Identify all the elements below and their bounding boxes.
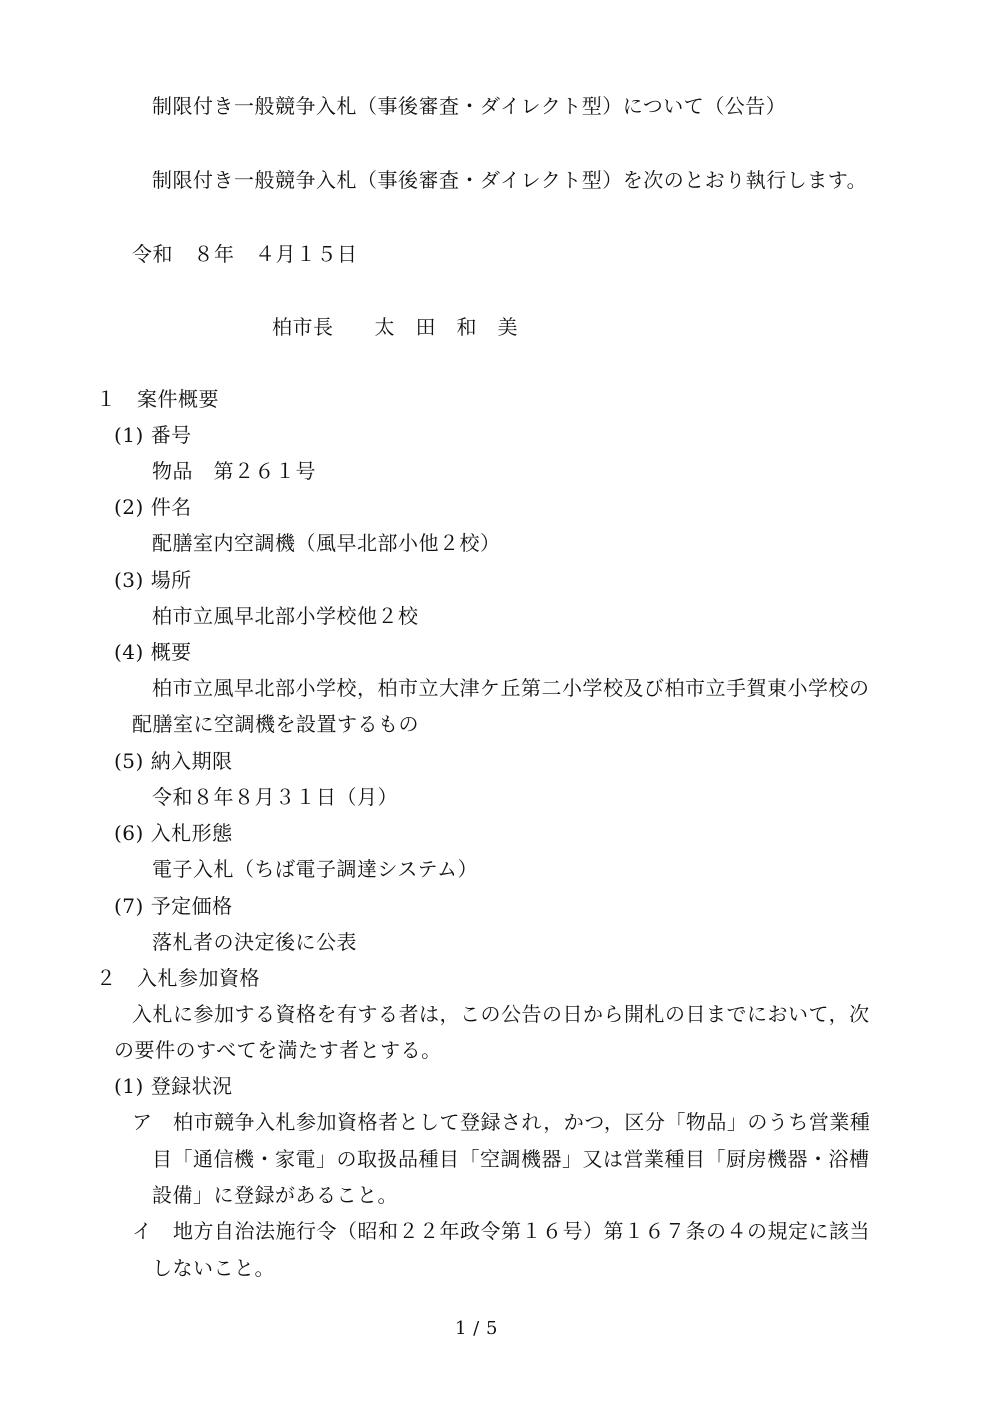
notice-title: 制限付き一般競争入札（事後審査・ダイレクト型）について（公告） xyxy=(152,94,787,118)
item-5-value: 令和８年８月３１日（月） xyxy=(152,785,398,809)
item-3-label: (3) 場所 xyxy=(114,568,192,592)
item-7-value: 落札者の決定後に公表 xyxy=(152,930,357,954)
clause-i-line2: しないこと。 xyxy=(152,1256,275,1280)
item-1-value: 物品 第２６１号 xyxy=(152,459,316,483)
notice-date: 令和 ８年 ４月１５日 xyxy=(132,242,358,266)
item-2-value: 配膳室内空調機（風早北部小他２校） xyxy=(152,531,501,555)
item-4-label: (4) 概要 xyxy=(114,640,192,664)
issuer-name: 柏市長 太 田 和 美 xyxy=(272,315,518,339)
intro-text: 制限付き一般競争入札（事後審査・ダイレクト型）を次のとおり執行します。 xyxy=(152,168,868,192)
clause-a-line1: ア 柏市競争入札参加資格者として登録され，かつ，区分「物品」のうち営業種 xyxy=(132,1110,871,1134)
item-1-label: (1) 番号 xyxy=(114,423,192,447)
sub-1-label: (1) 登録状況 xyxy=(114,1074,233,1098)
item-7-label: (7) 予定価格 xyxy=(114,894,233,918)
item-4-value-line1: 柏市立風早北部小学校，柏市立大津ケ丘第二小学校及び柏市立手賀東小学校の xyxy=(152,676,870,700)
clause-a-line2: 目「通信機・家電」の取扱品種目「空調機器」又は営業種目「厨房機器・浴槽 xyxy=(152,1147,870,1171)
item-2-label: (2) 件名 xyxy=(114,495,192,519)
clause-i-line1: イ 地方自治法施行令（昭和２２年政令第１６号）第１６７条の４の規定に該当 xyxy=(132,1219,870,1243)
item-6-label: (6) 入札形態 xyxy=(114,821,233,845)
item-5-label: (5) 納入期限 xyxy=(114,749,233,773)
page-number: 1 / 5 xyxy=(455,1318,498,1339)
section-2-intro-line1: 入札に参加する資格を有する者は，この公告の日から開札の日までにおいて，次 xyxy=(132,1002,870,1026)
item-4-value-line2: 配膳室に空調機を設置するもの xyxy=(132,712,419,736)
clause-a-line3: 設備」に登録があること。 xyxy=(152,1183,398,1207)
section-2-heading: ２ 入札参加資格 xyxy=(96,966,260,990)
item-6-value: 電子入札（ちば電子調達システム） xyxy=(152,857,478,881)
section-1-heading: １ 案件概要 xyxy=(96,387,219,411)
section-2-intro-line2: の要件のすべてを満たす者とする。 xyxy=(114,1038,442,1062)
item-3-value: 柏市立風早北部小学校他２校 xyxy=(152,604,419,628)
